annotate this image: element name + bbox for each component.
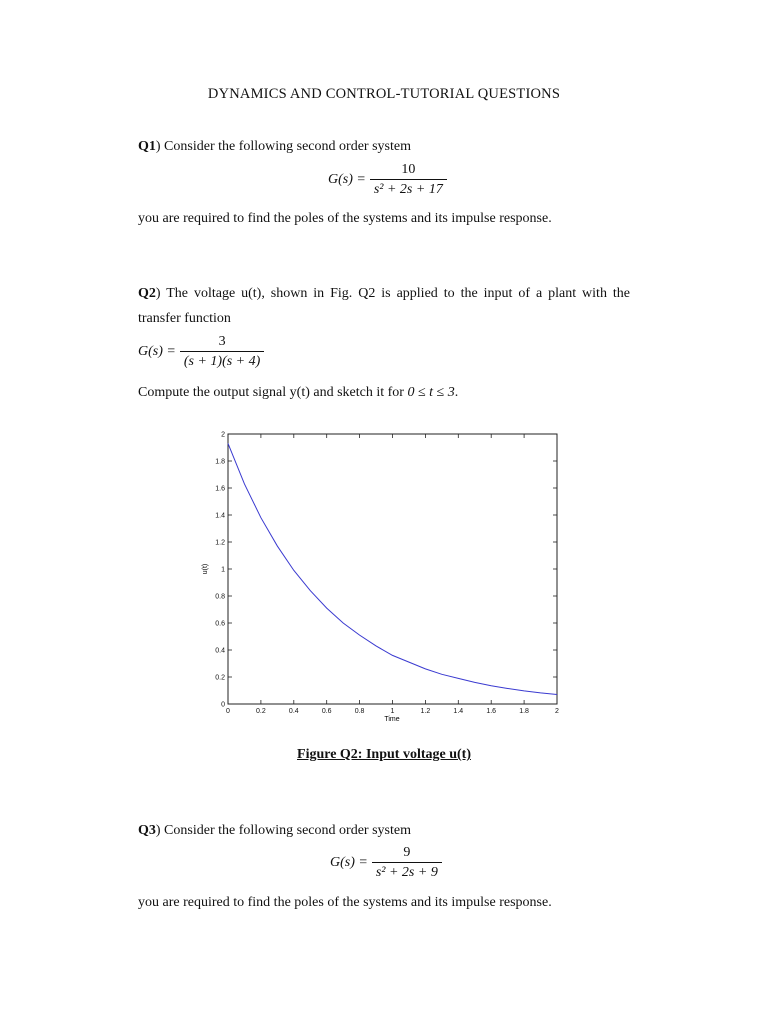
x-tick-label: 1.2 [420,708,431,715]
q3-label: Q3 [138,823,156,838]
y-tick-label: 0.8 [215,593,225,601]
q2-task [138,382,458,403]
q1-numerator: 10 [401,162,416,177]
figure-caption [0,747,768,763]
x-axis-label: Time [384,716,400,723]
x-tick-label: 1.6 [486,708,497,715]
q2-label: Q2 [138,286,156,301]
q1-label: Q1 [138,139,156,154]
q1-task: you are required to find the poles of the systems and its impulse response. [138,211,552,226]
q2-line1 [138,283,630,304]
y-tick-label: 0.6 [215,620,225,628]
q2-line2: transfer function [138,311,231,326]
q3-intro-text: ) Consider the following second order system [155,823,411,838]
x-tick-label: 1.8 [519,708,529,715]
y-tick-label: 1.4 [215,512,225,520]
q3-intro [138,820,411,841]
y-tick-label: 1.2 [215,539,225,547]
q2-denominator: (s + 1)(s + 4) [180,351,264,370]
q1-transfer-function [328,162,447,198]
y-tick-label: 0.4 [215,647,225,655]
q2-task-prefix: Compute the output signal y(t) and sketch it for [138,385,408,400]
q1-equation-lhs: G(s) = [328,172,366,187]
y-axis-label: u(t) [202,563,209,575]
q2-equation-lhs: G(s) = [138,344,176,359]
y-tick-label: 2 [221,431,225,439]
q2-task-range: 0 ≤ t ≤ 3 [407,385,455,400]
q3-denominator: s² + 2s + 9 [372,862,442,881]
y-tick-label: 1.6 [215,485,225,493]
q2-fraction [180,334,264,370]
q3-transfer-function [330,845,442,881]
q1-fraction [370,162,447,198]
x-tick-label: 1 [390,708,395,715]
q3-task: you are required to find the poles of the systems and its impulse response. [138,895,552,910]
q3-numerator: 9 [403,845,411,860]
y-tick-label: 0 [221,701,225,709]
q2-line1-text: ) The voltage u(t), shown in Fig. Q2 is applied to the input of a plant with the [155,286,630,301]
x-tick-label: 2 [555,708,559,715]
q2-task-suffix: . [454,385,459,400]
q2-transfer-function [138,334,264,370]
q1-intro-text: ) Consider the following second order system [155,139,411,154]
document-title: DYNAMICS AND CONTROL-TUTORIAL QUESTIONS [207,86,561,102]
y-tick-label: 0.2 [215,674,225,682]
q1-denominator: s² + 2s + 17 [370,179,447,198]
figure-caption-text: Figure Q2: Input voltage u(t) [297,747,471,762]
y-tick-label: 1.8 [215,458,225,466]
x-tick-label: 0.6 [321,708,332,715]
x-tick-label: 1.4 [453,708,464,715]
x-tick-label: 0.8 [354,708,365,715]
x-tick-label: 0.4 [288,708,299,715]
y-tick-label: 1 [221,566,225,574]
x-tick-label: 0 [226,708,230,715]
q3-equation-lhs: G(s) = [330,855,368,870]
figure-q2-plot [195,422,575,732]
q1-intro [138,136,411,157]
x-tick-label: 0.2 [256,708,266,715]
q2-numerator: 3 [218,334,226,349]
plot-frame [228,434,557,704]
q3-fraction [372,845,442,881]
